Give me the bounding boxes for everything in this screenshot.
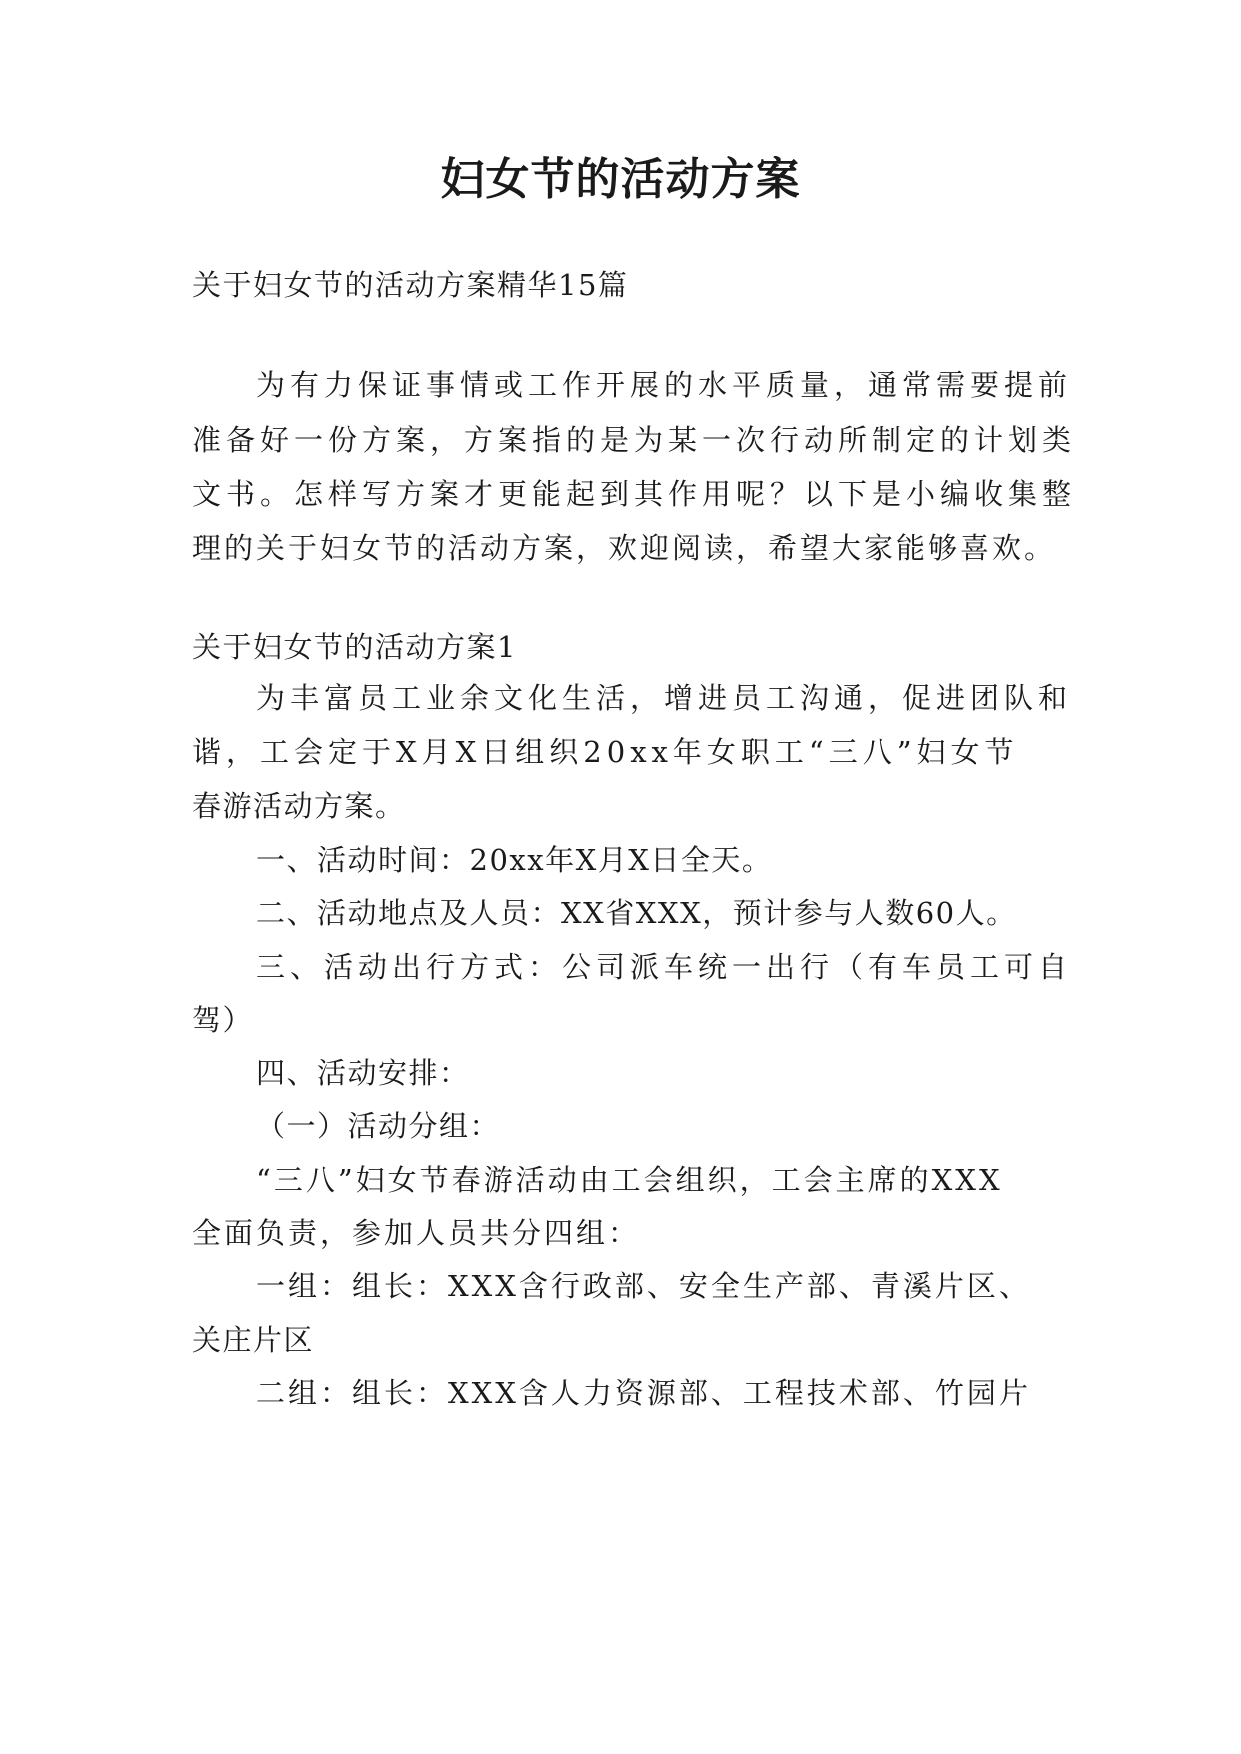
body-line: 为丰富员工业余文化生活，增进员工沟通，促进团队和 <box>256 681 1073 715</box>
body-line: （一）活动分组： <box>256 1109 501 1143</box>
body-line: 四、活动安排： <box>256 1056 470 1090</box>
document-subtitle: 关于妇女节的活动方案精华15篇 <box>192 268 629 302</box>
section-heading: 关于妇女节的活动方案1 <box>192 630 517 664</box>
body-line: 谐，工会定于X月X日组织20xx年女职工“三八”妇女节 <box>192 735 1019 769</box>
body-line: “三八”妇女节春游活动由工会组织，工会主席的XXX <box>256 1163 1003 1197</box>
body-line: 关庄片区 <box>192 1323 315 1357</box>
body-line: 二、活动地点及人员：XX省XXX，预计参与人数60人。 <box>256 896 1017 930</box>
intro-line: 准备好一份方案，方案指的是为某一次行动所制定的计划类 <box>192 423 1077 457</box>
intro-line: 理的关于妇女节的活动方案，欢迎阅读，希望大家能够喜欢。 <box>192 531 1057 565</box>
intro-line: 为有力保证事情或工作开展的水平质量，通常需要提前 <box>256 368 1073 402</box>
document-title: 妇女节的活动方案 <box>440 154 801 205</box>
body-line: 驾） <box>192 1003 254 1037</box>
body-line: 全面负责，参加人员共分四组： <box>192 1216 641 1250</box>
body-line: 二组：组长：XXX含人力资源部、工程技术部、竹园片 <box>256 1376 1031 1410</box>
body-line: 三、活动出行方式：公司派车统一出行（有车员工可自 <box>256 950 1073 984</box>
intro-line: 文书。怎样写方案才更能起到其作用呢？以下是小编收集整 <box>192 477 1077 511</box>
body-line: 春游活动方案。 <box>192 789 406 823</box>
body-line: 一、活动时间：20xx年X月X日全天。 <box>256 843 773 877</box>
body-line: 一组：组长：XXX含行政部、安全生产部、青溪片区、 <box>256 1269 1031 1303</box>
